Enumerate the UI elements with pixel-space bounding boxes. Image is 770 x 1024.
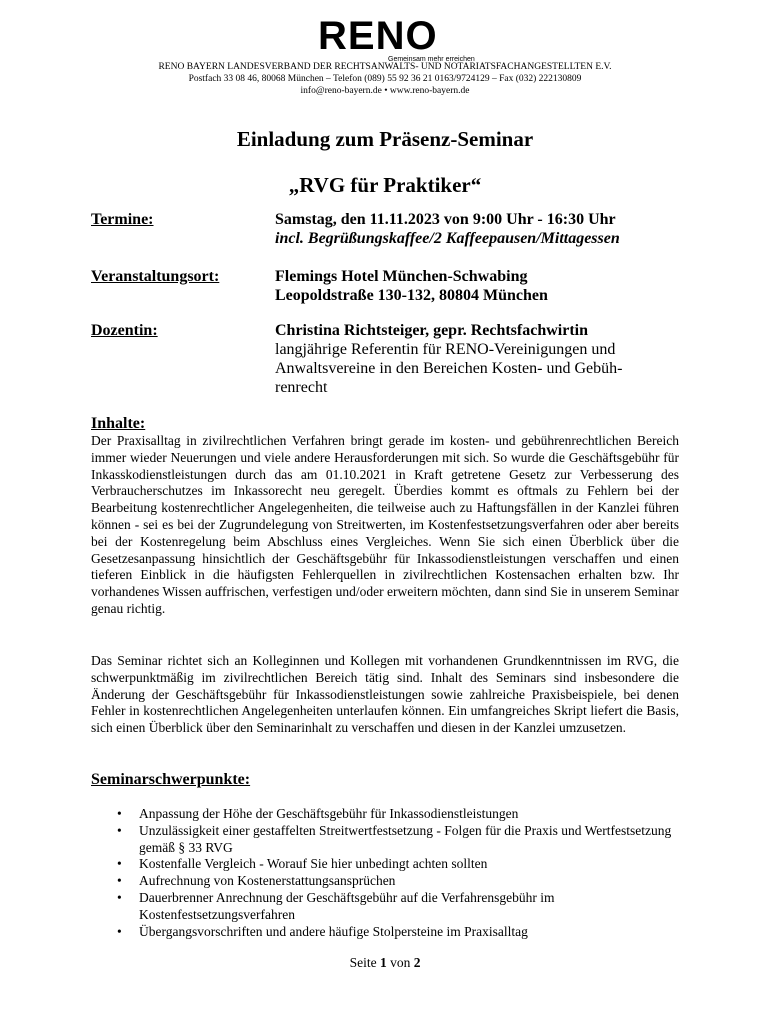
page-current: 1 — [379, 955, 387, 970]
page-title: Einladung zum Präsenz-Seminar — [236, 127, 534, 151]
page-prefix: Seite — [349, 955, 380, 970]
ort-hotel: Flemings Hotel München-Schwabing — [275, 268, 528, 285]
termine-value — [275, 210, 675, 248]
termine-label: Termine: — [91, 211, 154, 228]
logo-tagline: Gemeinsam mehr erreichen — [388, 56, 475, 63]
ort-address: Leopoldstraße 130-132, 80804 München — [275, 287, 548, 304]
list-item: • Anpassung der Höhe der Geschäftsgebühr für Inkassodienstleistungen — [91, 806, 679, 823]
dozentin-desc-3: renrecht — [275, 379, 328, 396]
ort-value — [275, 267, 675, 305]
schwerpunkte-heading: Seminarschwerpunkte: — [91, 771, 251, 788]
page-number — [0, 955, 770, 971]
inhalte-heading: Inhalte: — [91, 415, 146, 432]
page-mid: von — [386, 955, 414, 970]
inhalte-paragraph-1: Der Praxisalltag in zivilrechtlichen Verfahren bringt gerade im kosten- und gebührenrechtlichen Bereich immer wieder Neuerungen und viele andere Herausforderungen mit sich. So wurde die Geschäftsgebühr für Inkasskodienstleistungen durch das am 01.10.2021 in Kraft getretene Gesetz zur Verbesserung des Verbraucherschutzes im Inkassorecht neu geregelt. Überdies kommt es oftmals zu Fehlern bei der Bearbeitung kostenrechtlicher Angelegenheiten, die teilweise auch zu Haftungsfällen in der Kanzlei führen können - sei es bei der Zugrundelegung von Streitwerten, im Kostenfestsetzungsverfahren oder aber bereits bei der Kostenregelung beim Abschluss eines Vergleiches. Wenn Sie sich einen Überblick über die Gesetzesanpassung hinsichtlich der Geschäftsgebühr für Inkassodienstleistungen verschaffen und einen tieferen Einblick in die häufigsten Fehlerquellen in zivilrechtlichen Kostensachen erhalten bzw. Ihr vorhandenes Wissen auffrischen, verfestigen und/oder erweitern möchten, dann sind Sie in unserem Seminar genau richtig. — [91, 433, 679, 616]
dozentin-value — [275, 321, 675, 397]
list-item: • Aufrechnung von Kostenerstattungsansprüchen — [91, 873, 679, 890]
dozentin-title: , gepr. Rechtsfachwirtin — [425, 322, 589, 339]
org-contact: info@reno-bayern.de • www.reno-bayern.de — [300, 86, 470, 96]
org-address: Postfach 33 08 46, 80068 München – Telefon (089) 55 92 36 21 0163/9724129 – Fax (032) 222130809 — [188, 74, 582, 84]
page-total: 2 — [413, 955, 421, 970]
termine-extras: incl. Begrüßungskaffee/2 Kaffeepausen/Mittagessen — [275, 230, 620, 247]
list-item: • Übergangsvorschriften und andere häufige Stolpersteine im Praxisalltag — [91, 924, 679, 941]
dozentin-name: Christina Richtsteiger — [275, 322, 426, 339]
list-item: • Unzulässigkeit einer gestaffelten Streitwertfestsetzung - Folgen für die Praxis und Wertfestsetzung gemäß § 33 RVG — [91, 823, 679, 857]
inhalte-paragraph-2: Das Seminar richtet sich an Kolleginnen und Kollegen mit vorhandenen Grundkenntnissen im RVG, die schwerpunktmäßig im zivilrechtlichen Bereich tätig sind. Inhalt des Seminars sind insbesondere die Änderung der Geschäftsgebühr für Inkassodienstleistungen sowie zahlreiche Praxisbeispiele, bei denen Fehler in kostenrechtlichen Angelegenheiten unterlaufen können. Ein umfangreiches Skript liefert die Basis, sich einen Überblick über den Seminarinhalt zu verschaffen und diesen in der Kanzlei umzusetzen. — [91, 653, 679, 736]
dozentin-label: Dozentin: — [91, 322, 158, 339]
dozentin-desc-1: langjährige Referentin für RENO-Vereinigungen und — [275, 341, 616, 358]
schwerpunkte-list — [91, 806, 679, 940]
dozentin-desc-2: Anwaltsvereine in den Bereichen Kosten- und Gebüh- — [275, 360, 623, 377]
ort-label: Veranstaltungsort: — [91, 268, 220, 285]
seminar-title: „RVG für Praktiker“ — [288, 173, 482, 197]
reno-logo — [318, 16, 478, 62]
org-name: RENO BAYERN LANDESVERBAND DER RECHTSANWALTS- UND NOTARIATSFACHANGESTELLTEN E.V. — [158, 62, 612, 72]
logo-wordmark: RENO — [318, 14, 438, 58]
list-item: • Kostenfalle Vergleich - Worauf Sie hier unbedingt achten sollten — [91, 856, 679, 873]
termine-date: Samstag, den 11.11.2023 von 9:00 Uhr - 16:30 Uhr — [275, 211, 616, 228]
list-item: • Dauerbrenner Anrechnung der Geschäftsgebühr auf die Verfahrensgebühr im Kostenfestsetzungsverfahren — [91, 890, 679, 924]
